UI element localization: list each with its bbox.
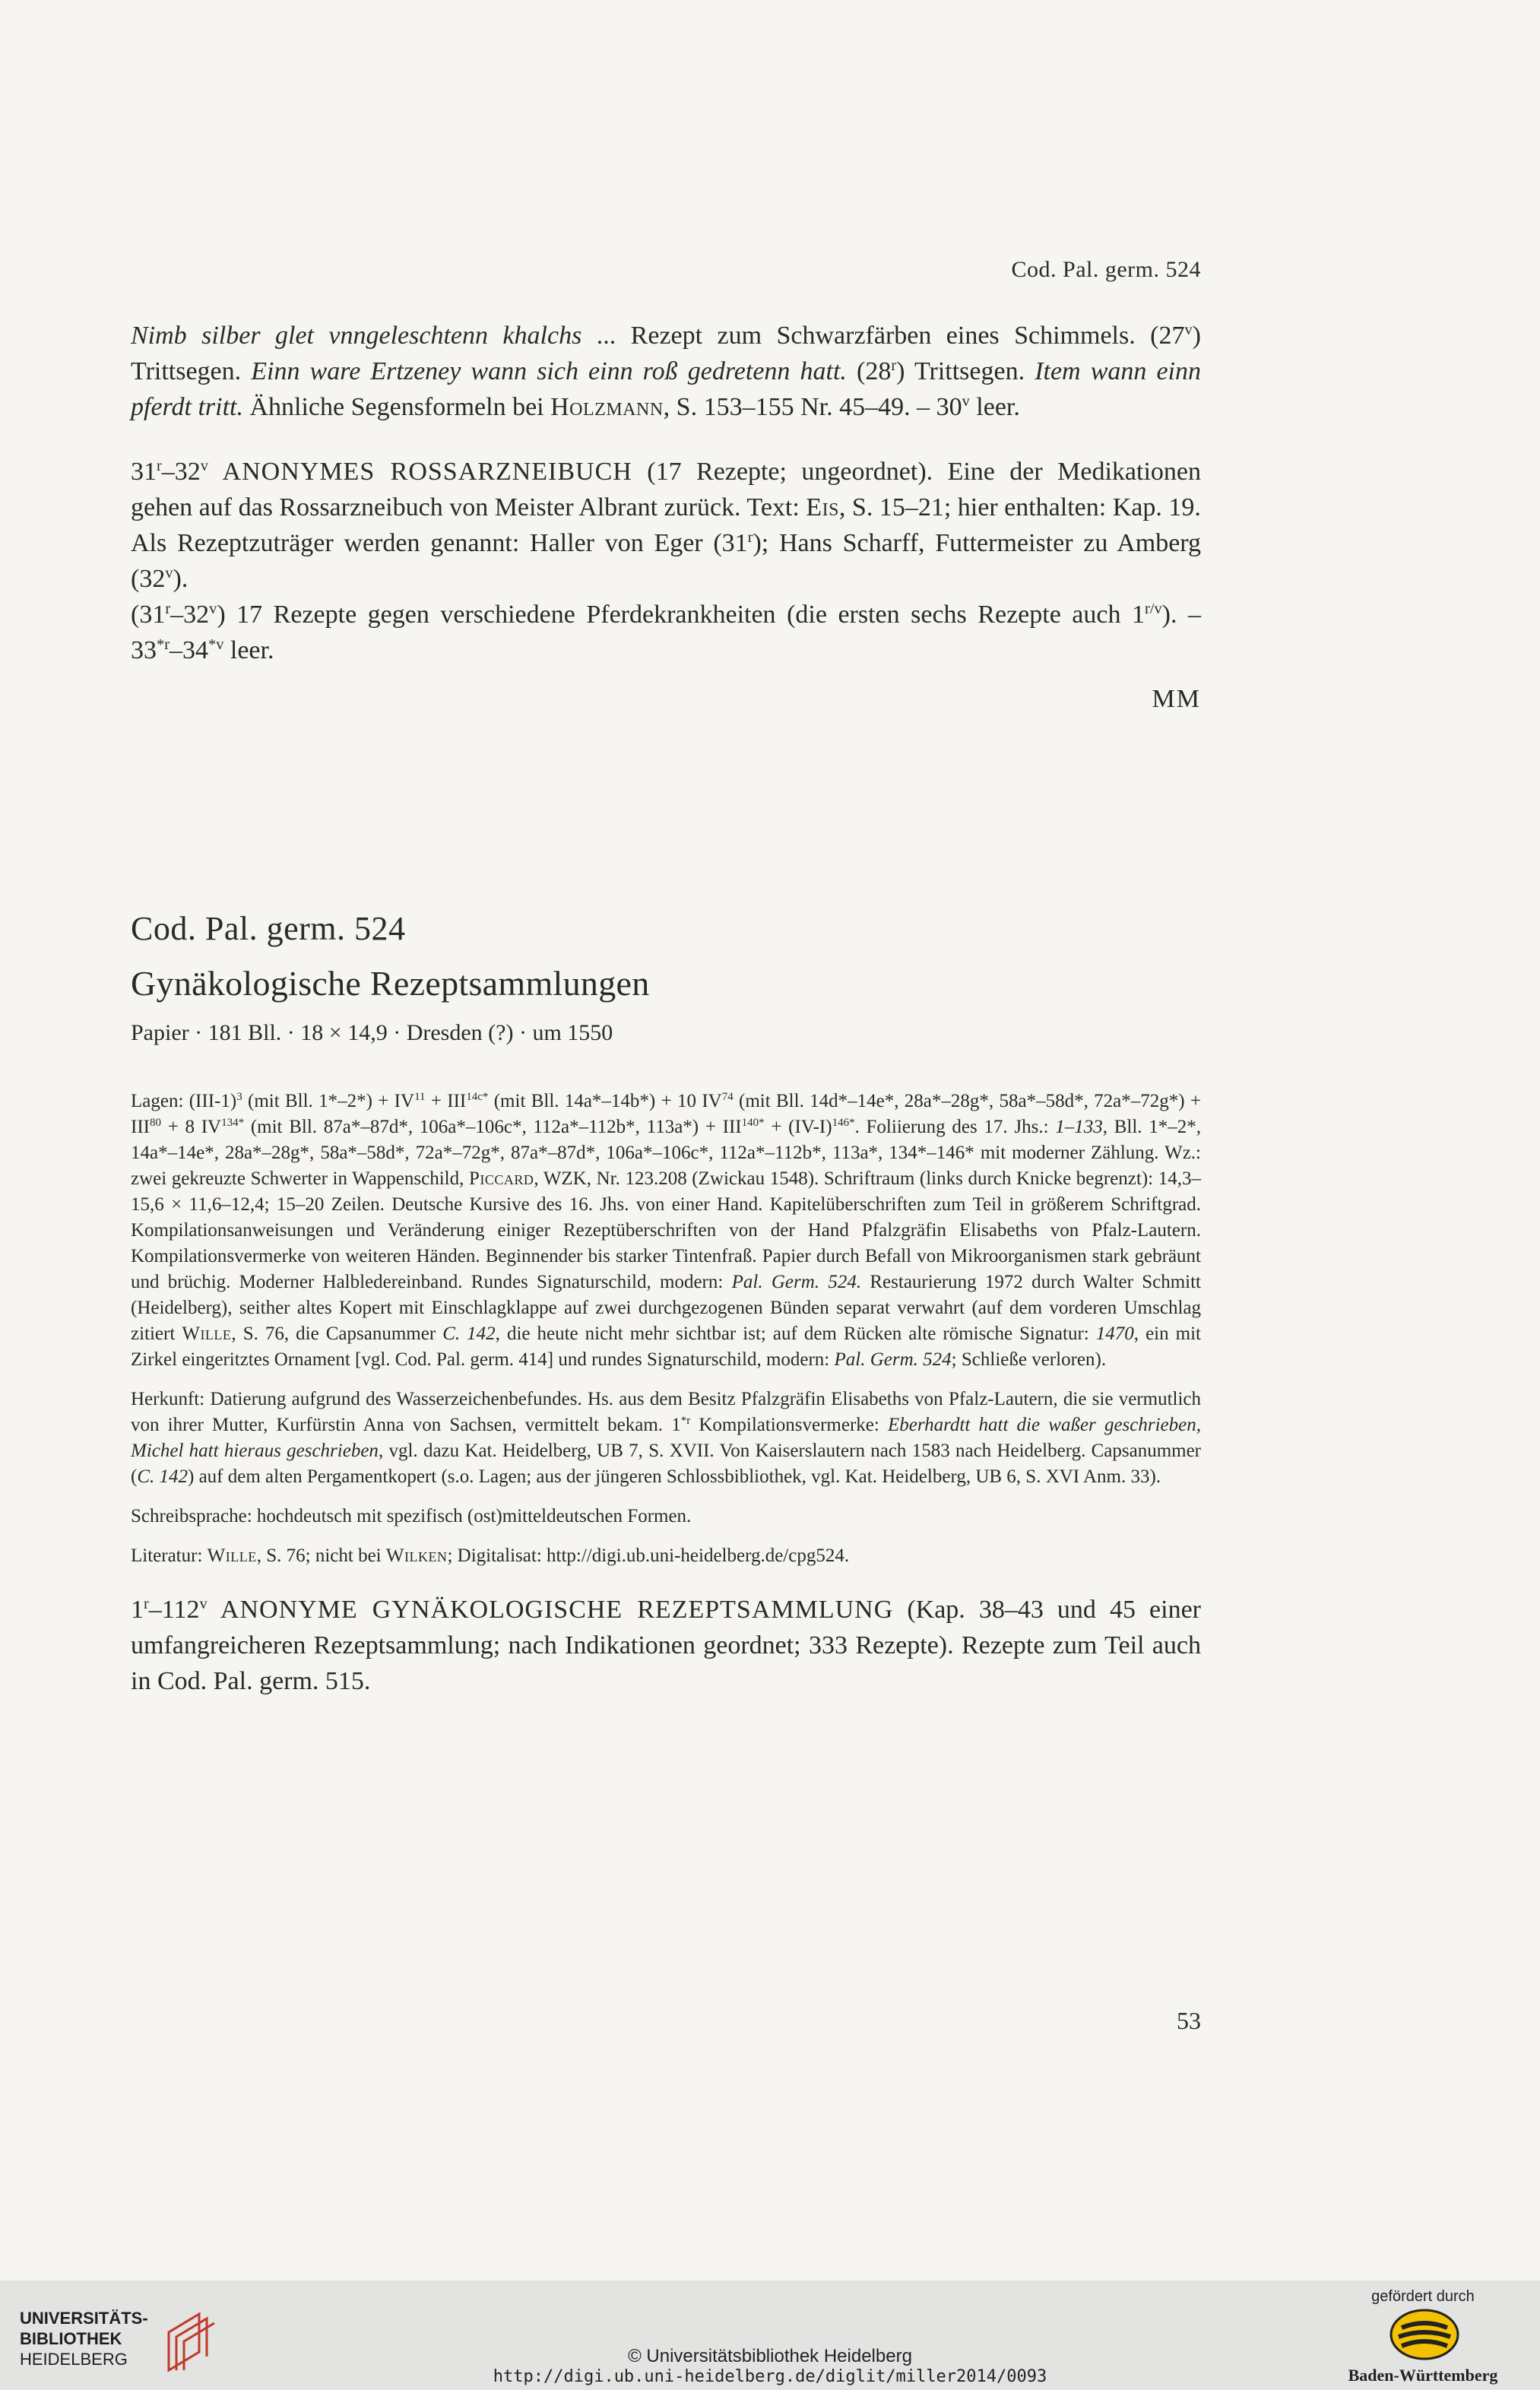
previous-entry-paragraph-2: 31$^r$–32$^v$ ANONYMES ROSSARZNEIBUCH (17 Rezepte; ungeordnet). Eine der Medikationen gehen auf das Rossarzneibuch von Meister Albrant zurück. Text: Eis, S. 15–21; hier enthalten: Kap. 19. <box>131 457 1201 521</box>
entry-description <box>131 1089 1201 1699</box>
coat-of-arms-icon <box>1388 2308 1461 2361</box>
content-paragraph: 1$^r$–112$^v$ ANONYME GYNÄKOLOGISCHE REZEPTSAMMLUNG (Kap. 38–43 und 45 einer umfangreicheren Rezeptsammlung; nach Indikationen geordnet; 333 Rezepte). Rezepte zum Teil auch in Cod. Pal. germ. 515. <box>131 1595 1202 1695</box>
funder-name: Baden-Württemberg <box>1348 2366 1498 2385</box>
previous-entry-paragraph-1: Nimb silber glet vnngeleschtenn khalchs ... Rezept zum Schwarzfärben eines Schimmels. (27$^v$) Trittsegen. Einn ware Ertzeney wann sich einn roß gedretenn hatt. (28$^r$) Trittsegen. Item wann einn pferdt tritt. Ähnliche Segensformeln bei Holzmann, S. 153–155 Nr. 45–49. – 30$^v$ leer. <box>131 321 1201 421</box>
entry-title: Gynäkologische Rezeptsammlungen <box>131 964 650 1003</box>
schreibsprache-paragraph: Schreibsprache: hochdeutsch mit spezifisch (ost)mitteldeutschen Formen. <box>131 1506 692 1526</box>
lagen-paragraph: Lagen: $(III-1)^3$ (mit Bll. $1*-2*) + IV^{11} + III^{14c*}$ (mit Bll. 14a*–14b*) + 10 IV$^{74}$ (mit Bll. 14d*–14e*, 28a*–28g*, 58a*–58d*, $72a*-72g*) + III^{80} + 8$ $IV^{134*}$ (mit Bll. 87a*–87d*, 106a*–106c*, 112a*–112b*, $113a*) + III^{140*} + (IV-I)^{146*}$. Foliierung des 17. Jhs.: 1–133, Bll. 1*–2*, 14a*–14e*, 28a*–28g*, 58a*–58d*, 72a*–72g*, 87a*–87d*, 106a*–106c*, 112a*–112b*, 113a*, 134*–146* mit moderner Zählung. Wz.: zwei gekreuzte Schwerter in Wappenschild, Piccard, WZK, Nr. 123.208 (Zwickau 1548). Schriftraum (links durch Knicke begrenzt): 14,3–15,6 × 11,6–12,4; 15–20 Zeilen. Deutsche Kursive des 16. Jhs. von einer Hand. Kapitelüberschriften zum Teil in größerem Schriftgrad. Kompilationsanweisungen und Veränderung einiger Rezeptüberschriften von der Hand Pfalzgräfin Elisabeths von Pfalz-Lautern. Kompilationsvermerke von weiteren Händen. Beginnender bis starker Tintenfraß. Papier durch Befall von Mikroorganismen stark gebräunt und brüchig. Moderner Halbledereinband. Rundes Signaturschild, modern: Pal. Germ. 524. Restaurierung 1972 durch Walter Schmitt (Heidelberg), seither altes Kopert mit Einschlagklappe auf zwei durchgezogenen Bünden separat verwahrt (auf dem vorderen Umschlag zitiert Wille, S. 76, die Capsanummer C. 142, die heute nicht mehr sichtbar ist; auf dem Rücken alte römische Signatur: 1470, ein mit Zirkel eingeritztes Ornament [vgl. Cod. Pal. germ. 414] und rundes Signaturschild, modern: Pal. Germ. 524; Schließe verloren). <box>131 1091 1202 1370</box>
herkunft-paragraph: Herkunft: Datierung aufgrund des Wasserzeichenbefundes. Hs. aus dem Besitz Pfalzgräfin Elisabeths von Pfalz-Lautern, die sie vermutlich von ihrer Mutter, Kurfürstin Anna von Sachsen, vermittelt bekam. 1$^{*r}$ Kompilationsvermerke: Eberhardtt hatt die waßer geschrieben, Michel hatt hieraus geschrieben, vgl. dazu Kat. Heidelberg, UB 7, S. XVII. Von Kaiserslautern nach 1583 nach Heidelberg. Capsanummer (C. 142) auf dem alten Pergamentkopert (s.o. Lagen; aus der jüngeren Schlossbibliothek, vgl. Kat. Heidelberg, UB 6, S. XVI Anm. 33). <box>131 1389 1202 1487</box>
entry-signature: Cod. Pal. germ. 524 <box>131 910 406 947</box>
previous-entry <box>131 318 1201 714</box>
entry-header <box>131 909 1201 1046</box>
entry-physical-description: Papier · 181 Bll. · 18 × 14,9 · Dresden (?) · um 1550 <box>131 1020 613 1045</box>
permalink-url[interactable]: http://digi.ub.uni-heidelberg.de/diglit/miller2014/0093 <box>493 2367 1047 2386</box>
page-number: 53 <box>1177 2007 1201 2034</box>
literatur-paragraph: Literatur: Wille, S. 76; nicht bei Wilken; Digitalisat: http://digi.ub.uni-heidelberg.de/cpg524. <box>131 1545 850 1566</box>
running-head: Cod. Pal. germ. 524 <box>1011 257 1201 282</box>
author-initials: MM <box>1152 685 1201 713</box>
previous-entry-paragraph-4: (31$^r$–32$^v$) 17 Rezepte gegen verschiedene Pferdekrankheiten (die ersten sechs Rezepte auch $1^{r/v}$). – 33$^{*r}$–34$^{*v}$ leer. <box>131 600 1201 664</box>
funded-by-label: gefördert durch <box>1371 2288 1475 2305</box>
footer-bar <box>0 2281 1540 2390</box>
copyright-notice: © Universitätsbibliothek Heidelberg <box>628 2346 912 2366</box>
previous-entry-paragraph-3: Als Rezeptzuträger werden genannt: Haller von Eger (31$^r$); Hans Scharff, Futtermeister zu Amberg (32$^v$). <box>131 528 1202 593</box>
library-logo-text: UNIVERSITÄTS- BIBLIOTHEK HEIDELBERG <box>20 2309 148 2369</box>
